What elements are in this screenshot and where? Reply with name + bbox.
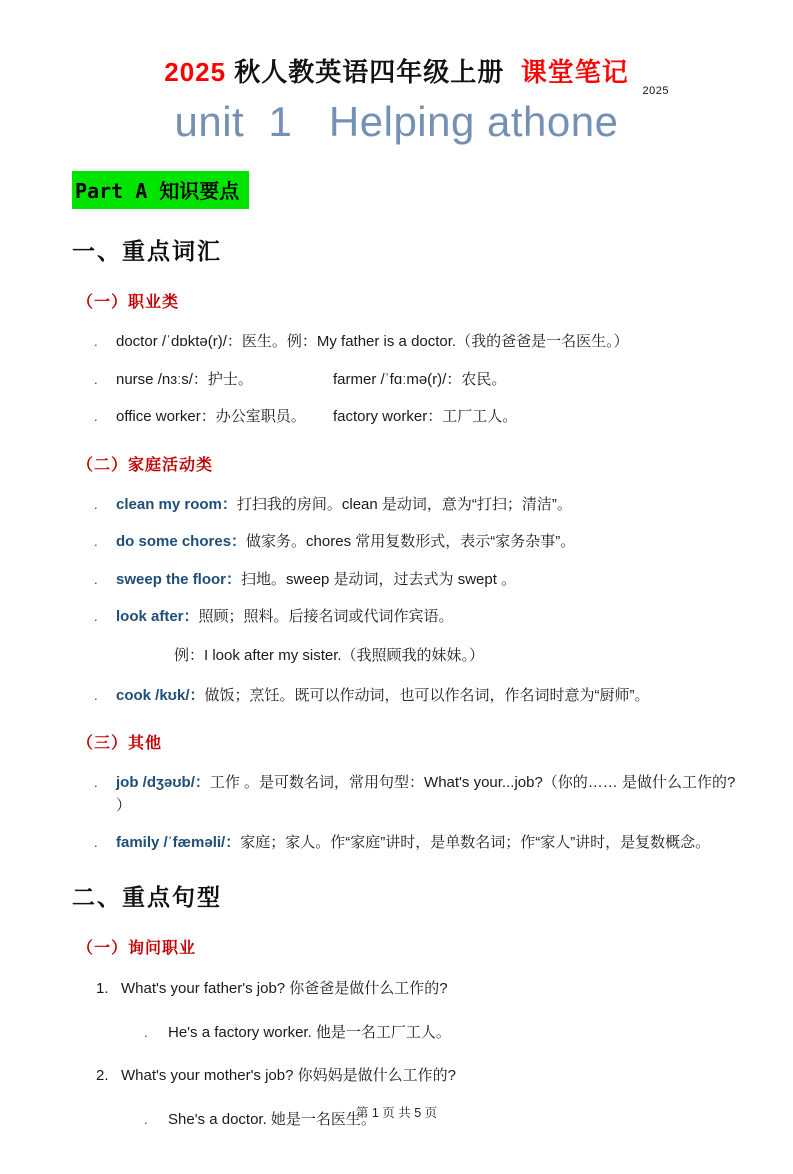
vocab-farmer-text: farmer /ˈfɑːmə(r)/：农民。 <box>333 370 507 388</box>
bullet-marker: . <box>94 775 98 790</box>
qa-item-2 <box>96 1065 737 1132</box>
vocab-clean-my-room-text <box>116 494 572 517</box>
title-suffix: 课堂笔记 <box>520 57 629 87</box>
vocab-look-after-text <box>116 606 454 629</box>
home-activities-heading: （二）家庭活动类 <box>77 456 214 474</box>
question-row <box>96 978 737 1001</box>
vocab-cook-text <box>116 685 650 708</box>
desc-look-after: 照顾；照料。后接名词或代词作宾语。 <box>198 608 454 625</box>
occupations-heading: （一）职业类 <box>77 294 180 311</box>
question-text: What's your mother's job? 你妈妈是做什么工作的? <box>121 1066 456 1084</box>
question-row <box>96 1065 737 1088</box>
list-item-sweep-the-floor <box>94 569 737 592</box>
bullet-marker: . <box>94 835 98 850</box>
corner-year-label: 2025 <box>642 85 669 97</box>
desc-job: 工作 。是可数名词，常用句型：What's your...job?（你的…… 是做什么工作的? ） <box>116 774 736 814</box>
vocab-doctor-text: doctor /ˈdɒktə(r)/：医生。例：My father is a doctor.（我的爸爸是一名医生。） <box>116 333 629 350</box>
home-activities-list <box>72 494 737 708</box>
title-main: 秋人教英语四年级上册 <box>226 57 521 87</box>
vocab-section-heading: 一、重点词汇 <box>72 238 222 264</box>
list-item-do-some-chores <box>94 531 737 554</box>
vocab-family-text <box>116 832 710 855</box>
list-item-look-after <box>94 606 737 629</box>
desc-cook: 做饭；烹饪。既可以作动词，也可以作名词，作名词时意为“厨师”。 <box>204 686 650 704</box>
answer-row <box>144 1022 737 1045</box>
bullet-marker: . <box>94 687 98 703</box>
list-item-job <box>94 772 737 817</box>
list-item-cook <box>94 685 737 708</box>
vocab-nurse-text: nurse /nɜːs/：护士。 <box>116 370 253 388</box>
bullet-marker: . <box>94 496 98 512</box>
document-title <box>0 52 793 89</box>
list-number: 2. <box>96 1066 109 1084</box>
bullet-marker: . <box>94 534 98 549</box>
bullet-marker: . <box>144 1112 148 1127</box>
document-body <box>0 146 793 1132</box>
answer-text: She's a doctor. 她是一名医生。 <box>168 1111 376 1128</box>
bullet-marker: . <box>94 609 98 624</box>
others-list <box>72 772 737 855</box>
vocab-sweep-the-floor-text <box>116 569 516 592</box>
term-sweep-the-floor: sweep the floor： <box>116 570 242 588</box>
unit-subtitle: unit 1 Helping athone <box>174 98 619 145</box>
term-clean-my-room: clean my room： <box>116 495 237 513</box>
bullet-marker: . <box>144 1025 148 1040</box>
list-number: 1. <box>96 979 109 997</box>
vocab-factory-worker-text: factory worker：工厂工人。 <box>333 408 518 425</box>
qa-item-1 <box>96 978 737 1045</box>
occupations-list <box>72 331 737 429</box>
others-heading: （三）其他 <box>77 735 163 752</box>
term-family: family /ˈfæməli/： <box>116 834 241 851</box>
question-text: What's your father's job? 你爸爸是做什么工作的? <box>121 979 448 997</box>
vocab-do-some-chores-text <box>116 531 575 554</box>
bullet-marker: . <box>94 409 98 424</box>
part-a-heading: Part A 知识要点 <box>72 171 249 209</box>
list-item-nurse-farmer <box>94 369 737 392</box>
list-item-family <box>94 832 737 855</box>
bullet-marker: . <box>94 571 98 587</box>
vocab-job-text <box>116 772 737 817</box>
answer-text: He's a factory worker. 他是一名工厂工人。 <box>168 1024 451 1041</box>
look-after-example: 例：I look after my sister.（我照顾我的妹妹。） <box>174 646 485 664</box>
term-job: job /dʒəʊb/： <box>116 774 210 791</box>
term-do-some-chores: do some chores： <box>116 533 247 550</box>
list-item-clean-my-room <box>94 494 737 517</box>
page-footer: 第 1 页 共 5 页 <box>355 1106 438 1120</box>
desc-do-some-chores: 做家务。chores 常用复数形式，表示“家务杂事”。 <box>246 533 576 550</box>
ask-job-heading: （一）询问职业 <box>77 939 197 957</box>
term-cook: cook /kʊk/： <box>116 686 205 704</box>
sentences-section-heading: 二、重点句型 <box>72 883 222 910</box>
term-look-after: look after： <box>116 608 199 625</box>
desc-family: 家庭；家人。作“家庭”讲时，是单数名词；作“家人”讲时，是复数概念。 <box>240 834 711 851</box>
title-year: 2025 <box>164 57 227 87</box>
bullet-marker: . <box>94 371 98 387</box>
desc-sweep-the-floor: 扫地。sweep 是动词，过去式为 swept 。 <box>241 570 517 588</box>
bullet-marker: . <box>94 334 98 349</box>
desc-clean-my-room: 打扫我的房间。clean 是动词，意为“打扫；清洁”。 <box>236 495 572 513</box>
list-item-workers <box>94 406 737 429</box>
vocab-office-worker-text: office worker：办公室职员。 <box>116 408 306 425</box>
list-item-doctor <box>94 331 737 354</box>
document-page <box>0 52 793 1174</box>
